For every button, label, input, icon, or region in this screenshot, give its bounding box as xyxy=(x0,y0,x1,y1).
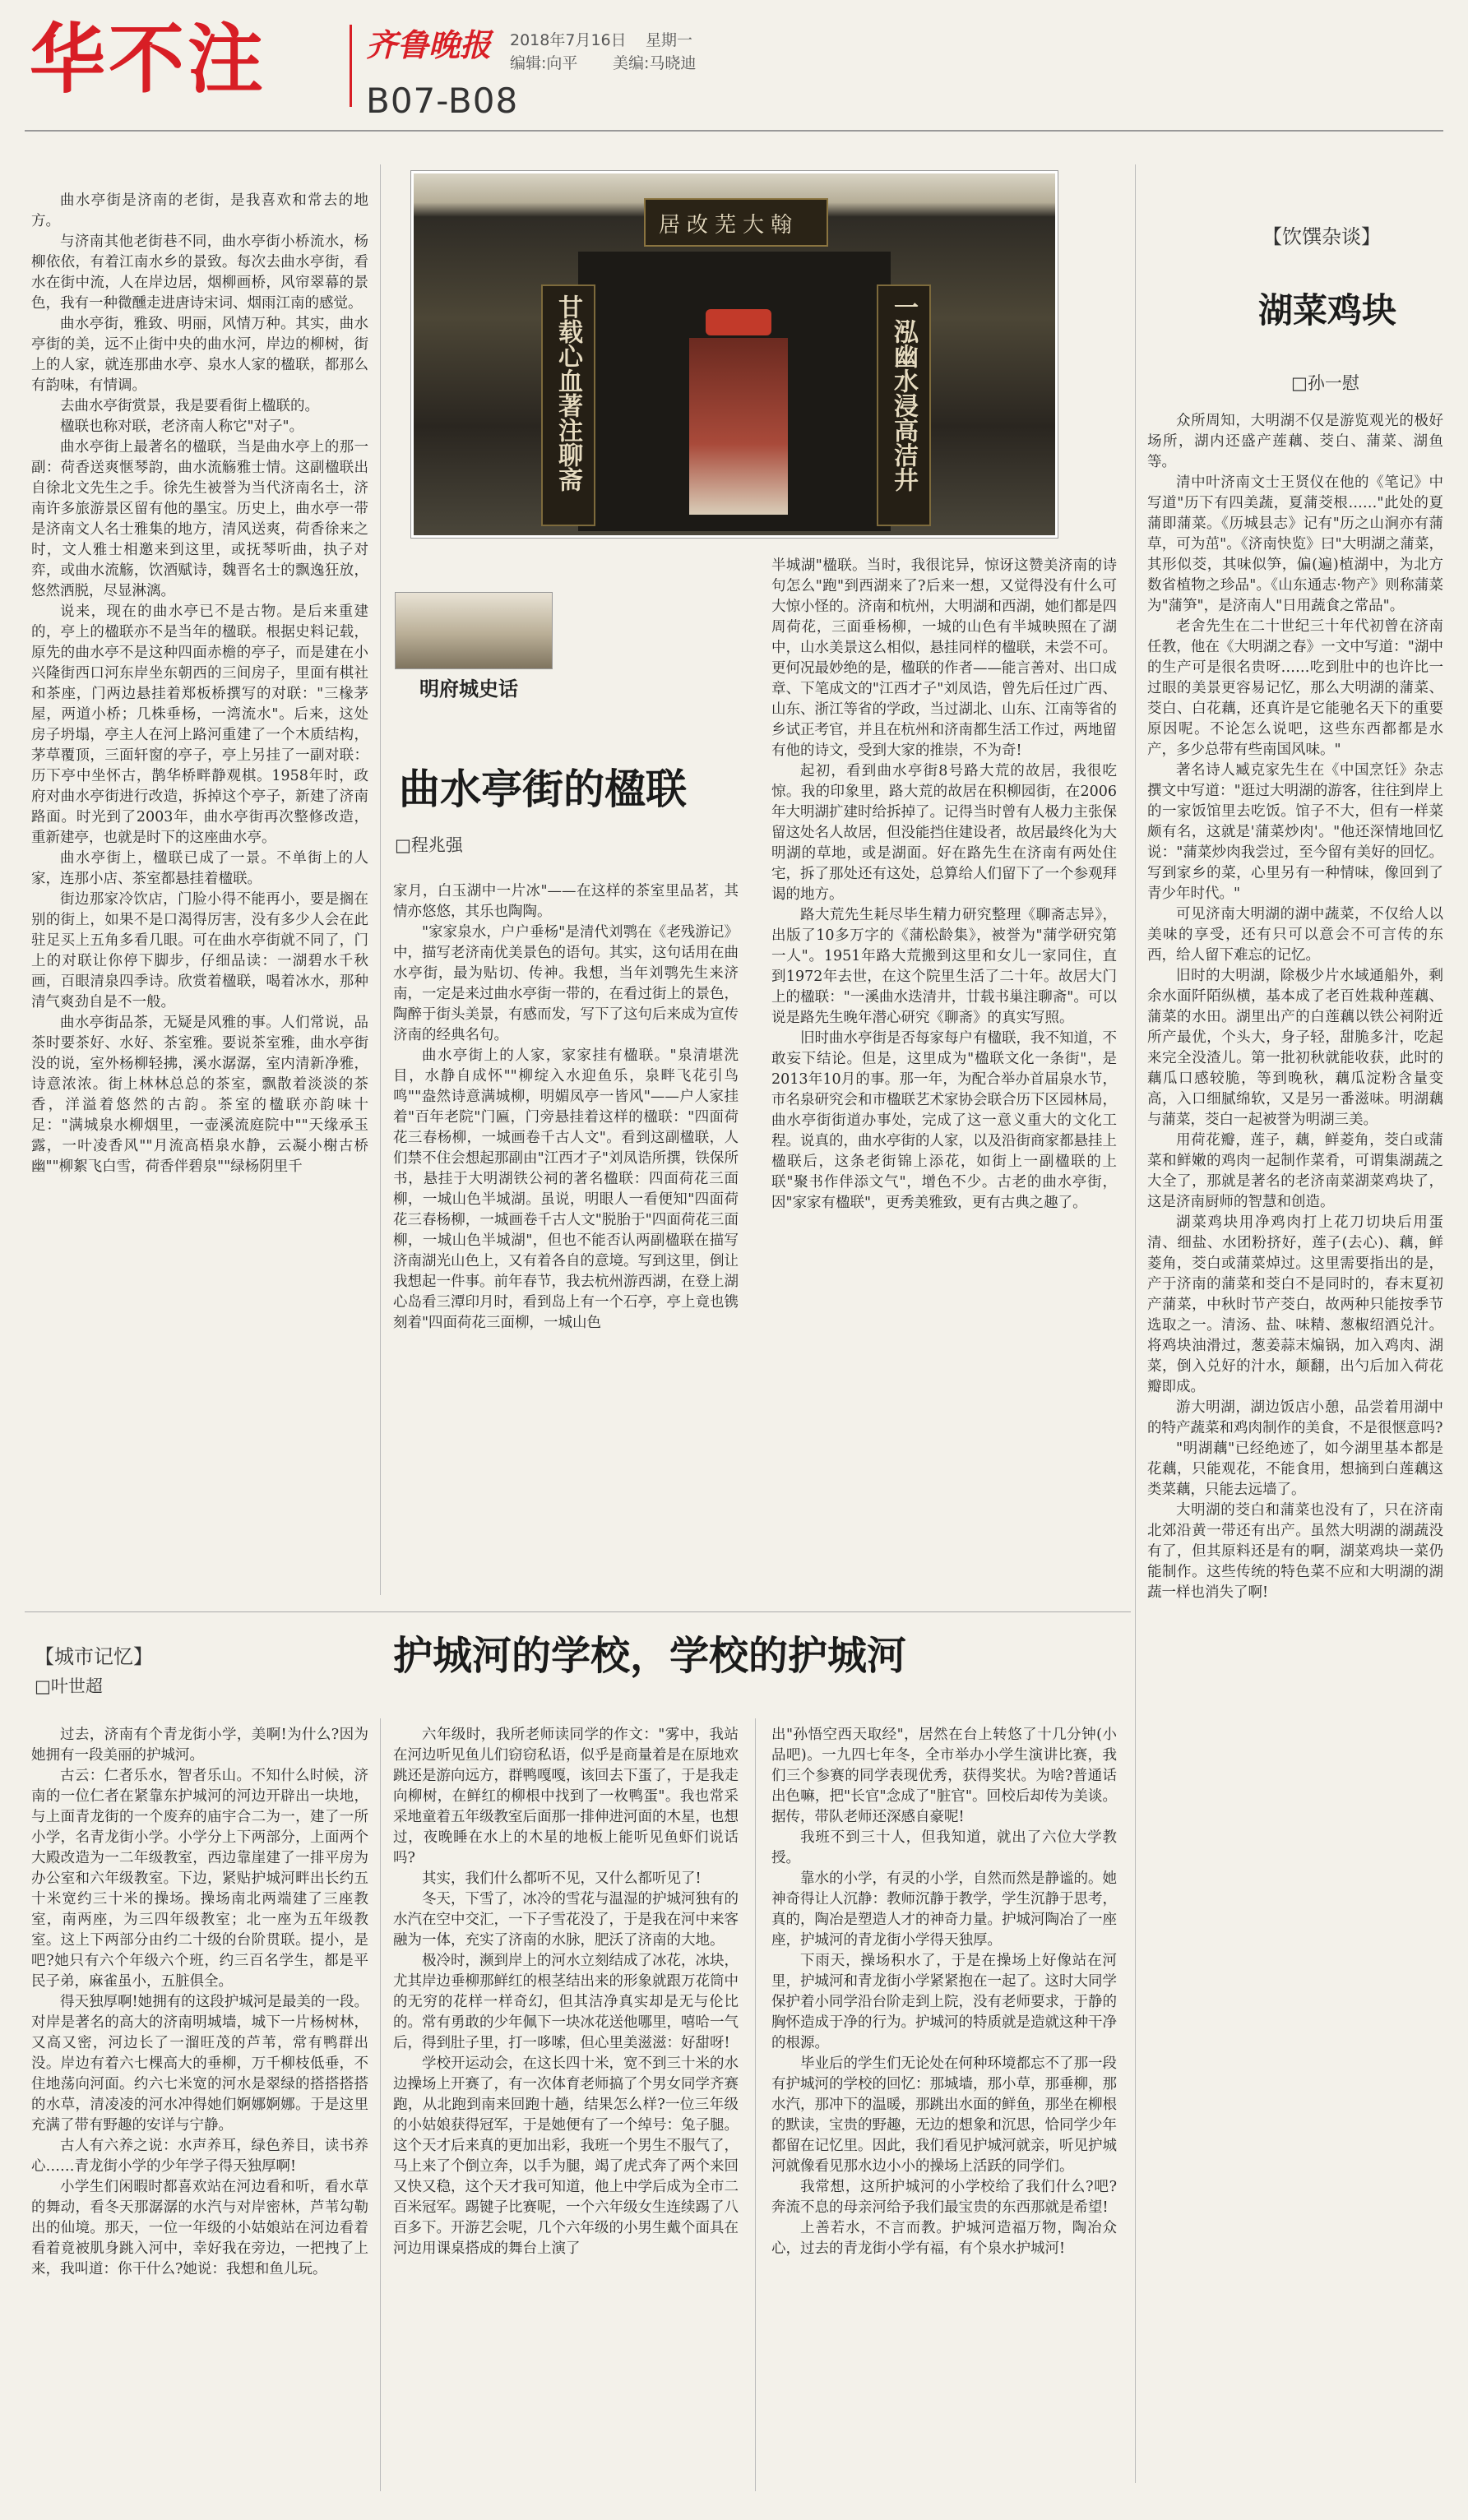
article3-column-2 xyxy=(393,1725,739,2490)
paragraph: 上善若水，不言而教。护城河造福万物，陶冶众心，过去的青龙街小学有福，有个泉水护城河! xyxy=(771,2220,1117,2257)
paragraph: 六年级时，我所老师读同学的作文："雾中，我站在河边听见鱼儿们窃窃私语，似乎是商量着是在原地欢跳还是游向远方，群鸭嘎嘎，该回去下蛋了，于是我走向柳树，在鲜红的柳根中找到了一枚鸭蛋"。我也常采采地童着五年级教室后面那一排伸进河面的木星，也想过，夜晚睡在水上的木星的地板上能听见鱼虾们说话吗? xyxy=(393,1727,739,1866)
paragraph: 其实，我们什么都听不见，又什么都听见了! xyxy=(422,1870,702,1887)
paragraph: 我常想，这所护城河的小学校给了我们什么?吧?奔流不息的母亲河给予我们最宝贵的东西那就是希望! xyxy=(771,2179,1117,2216)
paragraph: 曲水亭街上，楹联已成了一景。不单街上的人家，连那小店、茶室都悬挂着楹联。 xyxy=(31,850,368,887)
paragraph: 著名诗人臧克家先生在《中国烹饪》杂志撰文中写道："逛过大明湖的游客，往往到岸上的一家饭馆里去吃饭。馆子不大，但有一样菜颇有名，这就是'蒲菜炒肉'。"他还深情地回忆说："蒲菜炒肉我尝过，至今留有美好的回忆。写到家乡的菜，心里另有一种情味，像回到了青少年时代。" xyxy=(1147,762,1443,902)
newspaper-brand: 齐鲁晚报 xyxy=(366,26,492,63)
section-title: 华不注 xyxy=(30,16,267,104)
paragraph: 楹联也称对联，老济南人称它"对子"。 xyxy=(60,418,304,435)
paragraph: 极冷时，濒到岸上的河水立刻结成了冰花，冰块，尤其岸边垂柳那鲜红的根茎结出来的形象就跟万花筒中的无穷的花样一样奇幻，但其洁净真实却是无与伦比的。常有勇敢的少年佩下一块冰花送他哪里，嘻哈一气后，得到肚子里，打一哆嗦，但心里美滋滋：好甜呀! xyxy=(393,1953,739,2051)
paragraph: 冬天，下雪了，冰冷的雪花与温湿的护城河独有的水汽在空中交汇，一下子雪花没了，于是我在河中来客融为一体，充实了济南的水脉，肥沃了济南的大地。 xyxy=(393,1891,739,1949)
paragraph: 我班不到三十人，但我知道，就出了六位大学教授。 xyxy=(771,1829,1117,1866)
article3-author: □叶世超 xyxy=(35,1676,103,1696)
section-rule xyxy=(25,1611,1131,1612)
column-divider xyxy=(1135,164,1136,2483)
paragraph: 过去，济南有个青龙街小学，美啊!为什么?因为她拥有一段美丽的护城河。 xyxy=(31,1727,368,1764)
history-column-tag: 明府城史话 xyxy=(419,677,518,701)
couplet-right-text: 一泓幽水浸高洁井 xyxy=(889,294,918,492)
article1-author: □程兆强 xyxy=(395,835,463,855)
column-divider xyxy=(380,164,381,1595)
paragraph: 曲水亭街是济南的老街，是我喜欢和常去的地方。 xyxy=(31,192,368,229)
paragraph: 曲水亭街品茶，无疑是风雅的事。人们常说，品茶时要茶好、水好、茶室雅。要说茶室雅，曲水亭街没的说，室外杨柳轻拂，溪水潺潺，室内清新净雅，诗意浓浓。街上林林总总的茶室，飘散着淡淡的茶香，洋溢着悠然的古韵。茶室的楹联亦韵味十足："满城泉水柳烟里，一壶溪流庭院中""天缘承玉露，一叶凌香风""月流高梧泉水静，云凝小榭古桥幽""柳絮飞白雪，荷香伴碧泉""绿杨阴里千 xyxy=(31,1015,368,1175)
article1-title: 曲水亭街的楹联 xyxy=(399,765,687,813)
couplet-left-text: 甘载心血著注聊斋 xyxy=(553,294,582,492)
article3-title: 护城河的学校，学校的护城河 xyxy=(393,1633,907,1679)
paragraph: 下雨天，操场积水了，于是在操场上好像站在河里，护城河和青龙街小学紧紧抱在一起了。这时大同学保护着小同学沿台阶走到上院，没有老师要求，于静的胸怀造成于净的行为。护城河的特质就是造就这种干净的根源。 xyxy=(771,1953,1117,2051)
photo-door xyxy=(689,338,788,515)
article1-column-2 xyxy=(393,881,739,1531)
paragraph: 毕业后的学生们无论处在何种环境都忘不了那一段有护城河的学校的回忆：那城墙，那小草，那垂柳，那水汽，那冲下的温暖，那跳出水面的鲜鱼，那坐在柳根的默读，宝贵的野趣，无边的想象和沉思，恰同学少年都留在记忆里。因此，我们看见护城河就亲，听见护城河就像看见那水边小小的操场上活跃的同学们。 xyxy=(771,2055,1117,2175)
column-divider xyxy=(380,1718,381,2491)
paragraph: 曲水亭街，雅致、明丽，风情万种。其实，曲水亭街的美，远不止街中央的曲水河，岸边的柳树，街上的人家，就连那曲水亭、泉水人家的楹联，都那么有韵味，有情调。 xyxy=(31,316,368,394)
article1-column-3 xyxy=(771,556,1117,1530)
paragraph: 古人有六养之说：水声养耳，绿色养目，读书养心……青龙街小学的少年学子得天独厚啊! xyxy=(31,2138,368,2175)
food-column-tag: 【饮馔杂谈】 xyxy=(1262,225,1381,248)
paragraph: 街边那家冷饮店，门脸小得不能再小，要是搁在别的街上，如果不是口渴得厉害，没有多少人会在此驻足买上五角多看几眼。可在曲水亭街就不同了，门上的对联让你停下脚步，仔细品读：一湖碧水千秋画，百眼清泉四季诗。欣赏着楹联，喝着冰水，那种清气爽劲自是不一般。 xyxy=(31,891,368,1010)
paragraph: 去曲水亭街赏景，我是要看街上楹联的。 xyxy=(60,398,319,414)
paragraph: 出"孙悟空西天取经"，居然在台上转悠了十几分钟(小品吧)。一九四七年冬，全市举办小学生演讲比赛，我们三个参赛的同学表现优秀，获得奖状。为啥?普通话出色嘛，把"长官"念成了"脏官"。回校后却传为美谈。据传，带队老师还深感自豪呢! xyxy=(771,1727,1117,1825)
gate-photo xyxy=(411,171,1058,538)
photo-plaque xyxy=(644,198,828,247)
paragraph: 可见济南大明湖的湖中蔬菜，不仅给人以美味的享受，还有只可以意会不可言传的东西，给人留下难忘的记忆。 xyxy=(1147,906,1443,964)
plaque-text: 居改芜大翰 xyxy=(659,213,799,238)
paragraph: 曲水亭街上最著名的楹联，当是曲水亭上的那一副：荷香送爽惬琴韵，曲水流觞雅士情。这副楹联出自徐北文先生之手。徐先生被誉为当代济南名士，济南许多旅游景区留有他的墨宝。历史上，曲水亭一带是济南文人名士雅集的地方，清风送爽，荷香徐来之时，文人雅士相邀来到这里，或抚琴听曲，执子对弈，或曲水流觞，饮酒赋诗，魏晋名士的飘逸狂放，悠然洒脱，尽显淋漓。 xyxy=(31,439,368,599)
photo-couplet-right xyxy=(877,284,931,526)
article3-column-3 xyxy=(771,1725,1117,2490)
photo-couplet-left xyxy=(541,284,595,526)
memory-column-tag: 【城市记忆】 xyxy=(35,1645,153,1668)
paragraph: 旧时曲水亭街是否每家每户有楹联，我不知道，不敢妄下结论。但是，这里成为"楹联文化一条街"，是2013年10月的事。那一年，为配合举办首届泉水节，市名泉研究会和市楹联艺术家协会联合历下区园林局，曲水亭街街道办事处，完成了这一意义重大的文化工程。说真的，曲水亭街的人家，以及沿街商家都悬挂上楹联后，这条老街锦上添花，如街上一副楹联的上联"聚书作伴添文气"，增色不少。古老的曲水亭街，因"家家有楹联"，更秀美雅致，更有古典之趣了。 xyxy=(771,1030,1117,1211)
issue-date: 2018年7月16日 xyxy=(510,31,627,49)
article2-title: 湖菜鸡块 xyxy=(1258,290,1397,331)
header-rule xyxy=(25,130,1443,132)
designer-credit: 美编:马晓迪 xyxy=(613,54,697,72)
paragraph: 湖菜鸡块用净鸡肉打上花刀切块后用蛋清、细盐、水团粉挤好，莲子(去心)、藕，鲜菱角，茭白或蒲菜焯过。这里需要指出的是，产于济南的蒲菜和茭白不是同时的，春末夏初产蒲菜，中秋时节产茭白，故两种只能按季节选取之一。清汤、盐、味精、葱椒绍酒兑汁。将鸡块油滑过，葱姜蒜末煸锅，加入鸡肉、湖菜，倒入兑好的汁水，颠翻，出勺后加入荷花瓣即成。 xyxy=(1147,1214,1443,1395)
photo-lantern xyxy=(706,309,771,335)
paragraph: 老舍先生在二十世纪三十年代初曾在济南任教，他在《大明湖之春》一文中写道："湖中的生产可是很名贵呀……吃到肚中的也许比一过眼的美景更容易记忆，那么大明湖的蒲菜、茭白、白花藕，还真许是它能驰名天下的重要原因呢。不论怎么说吧，这些东西都都是水产，多少总带有些南国风味。" xyxy=(1147,618,1443,758)
paragraph: 靠水的小学，有灵的小学，自然而然是静谧的。她神奇得让人沉静：教师沉静于教学，学生沉静于思考，真的，陶冶是塑造人才的神奇力量。护城河陶冶了一座座，护城河的青龙街小学得天独厚。 xyxy=(771,1870,1117,1949)
page-numbers: B07-B08 xyxy=(366,81,519,121)
editor-credit: 编辑:向平 xyxy=(510,54,578,72)
paragraph: 半城湖"楹联。当时，我很诧异，惊讶这赞美济南的诗句怎么"跑"到西湖来了?后来一想，又觉得没有什么可大惊小怪的。济南和杭州，大明湖和西湖，她们都是四周荷花，三面垂杨柳，一城的山色有半城映照在了湖中，山水美景这么相似，悬挂同样的楹联，未尝不可。更何况最妙绝的是，楹联的作者——能言善对、出口成章、下笔成文的"江西才子"刘凤诰，曾先后任过广西、山东、浙江等省的学政，当过湖北、山东、江南等省的乡试正考官，并且在杭州和济南都生活工作过，两地留有他的诗文，受到大家的推崇，不为奇! xyxy=(771,557,1117,759)
paragraph: 得天独厚啊!她拥有的这段护城河是最美的一段。对岸是著名的高大的济南明城墙，城下一片杨树林，又高又密，河边长了一溜旺茂的芦苇，常有鸭群出没。岸边有着六七棵高大的垂柳，万千柳枝低垂，不住地荡向河面。约六七米宽的河水是翠绿的搭搭搭搭的水草，清凌凌的河水冲得她们婀娜婀娜。于是这里充满了带有野趣的安详与宁静。 xyxy=(31,1994,368,2134)
paragraph: 游大明湖，湖边饭店小憩，品尝着用湖中的特产蔬菜和鸡肉制作的美食，不是很惬意吗? xyxy=(1147,1399,1443,1436)
paragraph: 学校开运动会，在这长四十米，宽不到三十米的水边操场上开赛了，有一次体育老师搞了个男女同学齐赛跑，从北跑到南来回跑十趟，结果怎么样?一位三年级的小姑娘获得冠军，于是她便有了一个绰号：兔子腿。这个天才后来真的更加出彩，我班一个男生不服气了，马上来了个倒立奔，以手为腿，竭了虎式奔了两个来回又快又稳，这个天才我可知道，他上中学后成为全市二百米冠军。踢键子比赛呢，一个六年级女生连续踢了八百多下。开游艺会呢，几个六年级的小男生戴个面具在河边用课桌搭成的舞台上演了 xyxy=(393,2055,739,2257)
article1-column-1 xyxy=(31,191,368,1527)
paragraph: 小学生们闲暇时都喜欢站在河边看和听，看水草的舞动，看冬天那潺潺的水汽与对岸密林，芦苇勾勒出的仙境。那天，一位一年级的小姑娘站在河边看着看着竟被肌身跳入河中，幸好我在旁边，一把拽了上来，我叫道：你干什么?她说：我想和鱼儿玩。 xyxy=(31,2179,368,2277)
paragraph: 起初，看到曲水亭街8号路大荒的故居，我很吃惊。我的印象里，路大荒的故居在积柳园街，在2006年大明湖扩建时给拆掉了。记得当时曾有人极力主张保留这处名人故居，但没能挡住建设者，故居最终化为大明湖的草地，或是湖面。好在路先生在济南有两处住宅，拆了那处还有这处，总算给人们留下了一个参观拜谒的地方。 xyxy=(771,763,1117,903)
paragraph: 众所周知，大明湖不仅是游览观光的极好场所，湖内还盛产莲藕、茭白、蒲菜、湖鱼等。 xyxy=(1147,413,1443,470)
article3-column-1 xyxy=(31,1725,368,2490)
history-thumbnail xyxy=(395,592,553,669)
issue-weekday: 星期一 xyxy=(646,31,693,49)
paragraph: 古云：仁者乐水，智者乐山。不知什么时候，济南的一位仁者在紧靠东护城河的河边开辟出一块地，与上面青龙街的一个废弃的庙宇合二为一，建了一所小学，名青龙街小学。小学分上下两部分，上面两个大殿改造为一二年级教室，西边靠崖建了一排平房为办公室和六年级教室。下边，紧贴护城河畔出长约五十米宽约三十米的操场。操场南北两端建了三座教室，南两座，为三四年级教室；北一座为五年级教室。这上下两部分由约二十级的台阶贯联。提小，是吧?她只有六个年级六个班，约三百名学生，都是平民子弟，麻雀虽小，五脏俱全。 xyxy=(31,1768,368,1990)
paragraph: 路大荒先生耗尽毕生精力研究整理《聊斋志异》，出版了10多万字的《蒲松龄集》，被誉为"蒲学研究第一人"。1951年路大荒搬到这里和女儿一家同住，直到1972年去世，在这个院里生活了二十年。故居大门上的楹联："一溪曲水迭清井，廿载书巢注聊斋"。可以说是路先生晚年潜心研究《聊斋》的真实写照。 xyxy=(771,907,1117,1026)
paragraph: 清中叶济南文士王贤仪在他的《笔记》中写道"历下有四美蔬，夏蒲茭根……"此处的夏蒲即蒲菜。《历城县志》记有"历之山涧亦有蒲草，可为茁"。《济南快览》曰"大明湖之蒲菜，其形似茭，其味似笋，偏(遍)植湖中，为北方数省植物之珍品"。《山东通志·物产》则称蒲菜为"蒲笋"，是济南人"日用蔬食之常品"。 xyxy=(1147,474,1443,614)
paragraph: 曲水亭街上的人家，家家挂有楹联。"泉清堪洗目，水静自成怀""柳绽入水迎鱼乐，泉畔飞花引鸟鸣""盎然诗意满城柳，明媚凤亭一皆风"——户人家挂着"百年老院"门匾，门旁悬挂着这样的楹联："四面荷花三春杨柳，一城画卷千古人文"。看到这副楹联，人们禁不住会想起那副由"江西才子"刘凤诰所撰，铁保所书，悬挂于大明湖铁公祠的著名楹联：四面荷花三面柳，一城山色半城湖。虽说，明眼人一看便知"四面荷花三春杨柳，一城画卷千古人文"脱胎于"四面荷花三面柳，一城山色半城湖"，但也不能否认两副楹联在描写济南湖光山色上，又有着各自的意境。写到这里，倒让我想起一件事。前年春节，我去杭州游西湖，在登上湖心岛看三潭印月时，看到岛上有一个石亭，亭上竟也镌刻着"四面荷花三面柳，一城山色 xyxy=(393,1047,739,1331)
paragraph: 大明湖的茭白和蒲菜也没有了，只在济南北郊沿黄一带还有出产。虽然大明湖的湖蔬没有了，但其原料还是有的啊，湖菜鸡块一菜仍能制作。这些传统的特色菜不应和大明湖的湖蔬一样也消失了啊! xyxy=(1147,1502,1443,1601)
article2-author: □孙一慰 xyxy=(1291,373,1359,393)
masthead-divider xyxy=(350,25,352,107)
paragraph: "明湖藕"已经绝迹了，如今湖里基本都是花藕，只能观花，不能食用，想摘到白莲藕这类菜藕，只能去远墙了。 xyxy=(1147,1440,1443,1498)
paragraph: 与济南其他老街巷不同，曲水亭街小桥流水，杨柳依依，有着江南水乡的景致。每次去曲水亭街，看水在街中流，人在岸边居，烟柳画桥，风帘翠幕的景色，我有一种微醺走进唐诗宋词、烟雨江南的感觉。 xyxy=(31,234,368,312)
paragraph: 家月，白玉湖中一片冰"——在这样的茶室里品茗，其情亦悠悠，其乐也陶陶。 xyxy=(393,883,739,920)
paragraph: 旧时的大明湖，除极少片水域通船外，剩余水面阡陌纵横，基本成了老百姓栽种莲藕、蒲菜的水田。湖里出产的白莲藕以铁公祠附近所产最优，个头大，身子轻，甜脆多汁，吃起来完全没渣儿。第一批初秋就能收获，此时的藕瓜口感较脆，等到晚秋，藕瓜淀粉含量变高，入口细腻绵软，又是另一番滋味。明湖藕与蒲菜，茭白一起被誉为明湖三美。 xyxy=(1147,968,1443,1128)
paragraph: 说来，现在的曲水亭已不是古物。是后来重建的，亭上的楹联亦不是当年的楹联。根据史料记载，原先的曲水亭不是这种四面赤檐的亭子，而是建在小兴隆街西口河东岸坐东朝西的三间房子，里面有棋社和茶座，门两边悬挂着郑板桥撰写的对联："三椽茅屋，两道小桥；几株垂杨，一湾流水"。后来，这处房子坍塌，亭主人在河上路河重建了一个木质结构，茅草覆顶，三面轩窗的亭子，亭上另挂了一副对联：历下亭中坐怀古，鹊华桥畔静观棋。1958年时，政府对曲水亭街进行改造，拆掉这个亭子，新建了济南路面。时光到了2003年，曲水亭街再次整修改造，重新建亭，也就是时下的这座曲水亭。 xyxy=(31,603,368,846)
article2-column xyxy=(1147,411,1443,2491)
column-divider xyxy=(755,1718,756,2491)
paragraph: "家家泉水，户户垂杨"是清代刘鹗在《老残游记》中，描写老济南优美景色的语句。其实，这句话用在曲水亭街，最为贴切、传神。我想，当年刘鹗先生来济南，一定是来过曲水亭街一带的，在看过街上的景色，陶醉于街头美景，有感而发，写下了这句后来成为宣传济南的经典名句。 xyxy=(393,924,739,1043)
paragraph: 用荷花瓣，莲子，藕，鲜菱角，茭白或蒲菜和鲜嫩的鸡肉一起制作菜肴，可谓集湖蔬之大全了，那就是著名的老济南菜湖菜鸡块了，这是济南厨师的智慧和创造。 xyxy=(1147,1132,1443,1210)
